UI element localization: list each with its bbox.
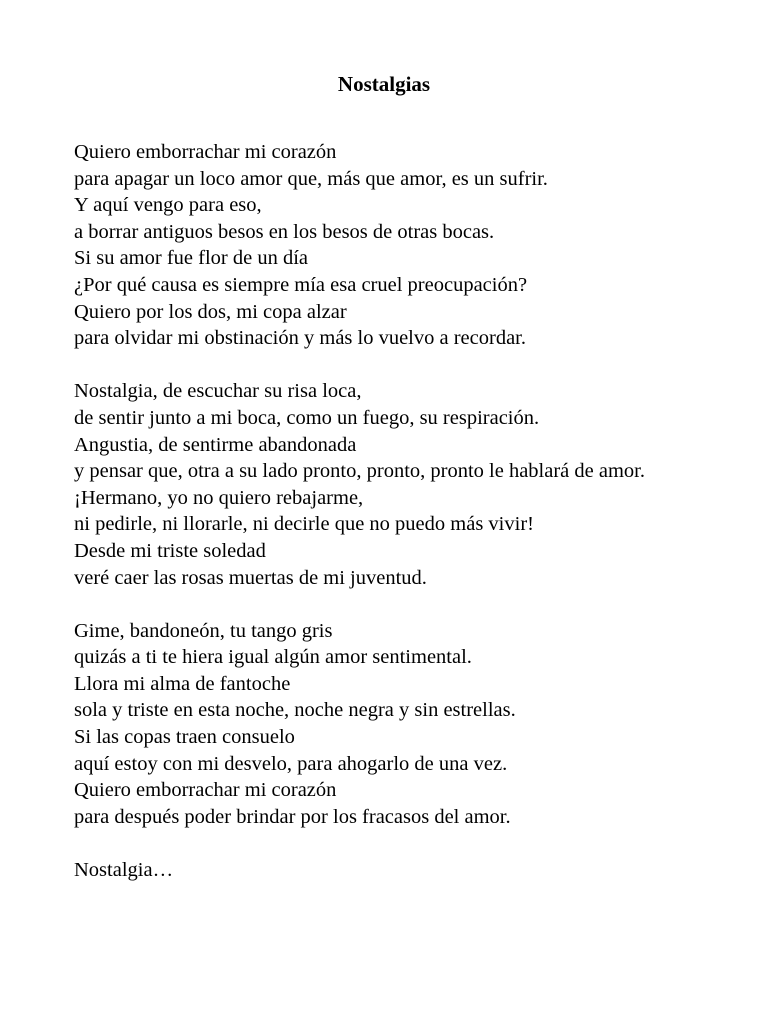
- poem-line: Angustia, de sentirme abandonada: [74, 433, 357, 456]
- poem-body: [74, 139, 714, 910]
- poem-line: Quiero emborrachar mi corazón: [74, 779, 337, 802]
- poem-line: para después poder brindar por los fracasos del amor.: [74, 805, 511, 828]
- poem-line: Desde mi triste soledad: [74, 539, 266, 562]
- poem-line: Nostalgia…: [74, 859, 174, 882]
- poem-line: Gime, bandoneón, tu tango gris: [74, 619, 333, 642]
- poem-line: y pensar que, otra a su lado pronto, pronto, pronto le hablará de amor.: [74, 460, 645, 483]
- poem-line: Si las copas traen consuelo: [74, 726, 295, 749]
- poem-line: a borrar antiguos besos en los besos de otras bocas.: [74, 220, 495, 243]
- poem-line: sola y triste en esta noche, noche negra y sin estrellas.: [74, 699, 516, 722]
- poem-line: Y aquí vengo para eso,: [74, 194, 262, 217]
- stanza-3: [74, 618, 714, 831]
- poem-line: Nostalgia, de escuchar su risa loca,: [74, 380, 362, 403]
- stanza-2: [74, 378, 714, 591]
- poem-line: ¿Por qué causa es siempre mía esa cruel preocupación?: [74, 273, 528, 296]
- poem-line: Si su amor fue flor de un día: [74, 247, 308, 270]
- stanza-1: [74, 139, 714, 352]
- poem-line: Quiero por los dos, mi copa alzar: [74, 300, 347, 323]
- poem-line: ¡Hermano, yo no quiero rebajarme,: [74, 486, 364, 509]
- poem-line: ni pedirle, ni llorarle, ni decirle que no puedo más vivir!: [74, 513, 534, 536]
- poem-line: veré caer las rosas muertas de mi juventud.: [74, 566, 427, 589]
- poem-line: Llora mi alma de fantoche: [74, 672, 291, 695]
- poem-line: para apagar un loco amor que, más que amor, es un sufrir.: [74, 167, 548, 190]
- poem-line: aquí estoy con mi desvelo, para ahogarlo de una vez.: [74, 752, 508, 775]
- stanza-4: [74, 857, 714, 884]
- poem-line: Quiero emborrachar mi corazón: [74, 141, 337, 163]
- document-title: Nostalgias: [337, 72, 431, 96]
- poem-line: de sentir junto a mi boca, como un fuego, su respiración.: [74, 406, 540, 429]
- poem-line: quizás a ti te hiera igual algún amor sentimental.: [74, 646, 472, 669]
- poem-line: para olvidar mi obstinación y más lo vuelvo a recordar.: [74, 327, 527, 350]
